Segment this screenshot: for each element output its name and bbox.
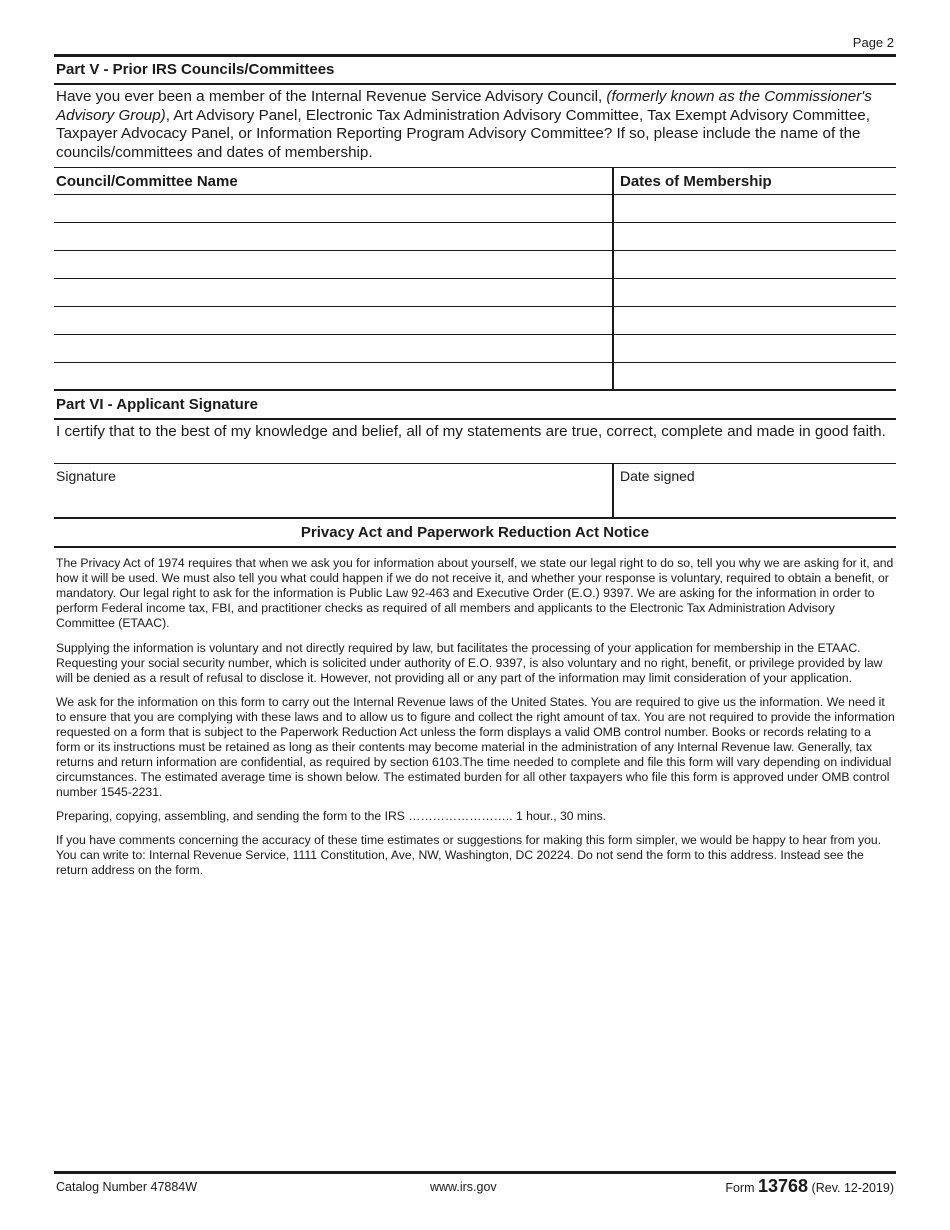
- signature-cell: [54, 464, 614, 517]
- column-header-dates: Dates of Membership: [620, 173, 772, 190]
- council-name-cell[interactable]: [54, 223, 614, 250]
- date-signed-field[interactable]: [620, 484, 896, 512]
- council-table: [54, 167, 896, 391]
- council-name-cell[interactable]: [54, 279, 614, 306]
- top-divider: [54, 54, 896, 57]
- website-link[interactable]: www.irs.gov: [430, 1180, 497, 1194]
- page-number: Page 2: [852, 35, 894, 50]
- signature-field[interactable]: [56, 484, 612, 512]
- part6-divider: [54, 418, 896, 420]
- catalog-number: Catalog Number 47884W: [56, 1180, 198, 1194]
- certification-text: I certify that to the best of my knowledge and belief, all of my statements are true, correct, complete and made in good faith.: [56, 423, 886, 440]
- privacy-paragraph-1: The Privacy Act of 1974 requires that when we ask you for information about yourself, we state our legal right to do so, tell you why we are asking for it, and how it will be used. We must also tell you what could happen if we do not receive it, and whether your response is voluntary, required to obtain a benefit, or mandatory. Our legal right to ask for the information is Public Law 92-463 and Executive Order (E.O.) 9397. We are asking for the information in order to perform Federal income tax, FBI, and practitioner checks as required of all members and applicants to the Electronic Tax Administration Advisory Committee (ETAAC).: [56, 556, 894, 630]
- form-number: 13768: [758, 1176, 809, 1196]
- part6-title: Part VI - Applicant Signature: [56, 396, 258, 413]
- privacy-notice-title: Privacy Act and Paperwork Reduction Act Notice: [300, 524, 650, 541]
- dates-cell[interactable]: [614, 307, 896, 334]
- council-name-cell[interactable]: [54, 335, 614, 362]
- table-row: [54, 335, 896, 363]
- form-identifier: Form 13768 (Rev. 12-2019): [725, 1176, 894, 1196]
- part5-title: Part V - Prior IRS Councils/Committees: [56, 61, 335, 78]
- table-row: [54, 363, 896, 391]
- date-signed-cell: [614, 464, 896, 517]
- footer-divider: [54, 1171, 896, 1174]
- table-row: [54, 223, 896, 251]
- dates-cell[interactable]: [614, 279, 896, 306]
- part5-question: Have you ever been a member of the Internal Revenue Service Advisory Council, (formerly known as the Commissioner's Advisory Group), Art Advisory Panel, Electronic Tax Administration Advisory Committee, Tax Exempt Advisory Committee, Taxpayer Advocacy Panel, or Information Reporting Program Advisory Committee? If so, please include the name of the councils/committees and dates of membership.: [56, 88, 872, 161]
- dates-cell[interactable]: [614, 251, 896, 278]
- column-header-council-name: Council/Committee Name: [56, 173, 238, 190]
- privacy-paragraph-2: Supplying the information is voluntary and not directly required by law, but facilitates the processing of your application for membership in the ETAAC. Requesting your social security number, which is solicited under authority of E.O. 9397, is also voluntary and no right, benefit, or privilege provided by law will be denied as a result of refusal to disclose it. However, not providing all or any part of the information may limit consideration of your application.: [56, 641, 883, 685]
- dates-cell[interactable]: [614, 195, 896, 222]
- privacy-paragraph-3: We ask for the information on this form to carry out the Internal Revenue laws of the United States. You are required to give us the information. We need it to ensure that you are complying with these laws and to allow us to figure and collect the right amount of tax. You are not required to provide the information requested on a form that is subject to the Paperwork Reduction Act unless the form displays a valid OMB control number. Books or records relating to a form or its instructions must be retained as long as their contents may become material in the administration of any Internal Revenue law. Generally, tax returns and return information are confidential, as required by section 6103.The time needed to complete and file this form will vary depending on individual circumstances. The estimated average time is shown below. The estimated burden for all other taxpayers who file this form is approved under OMB control number 1545-2231.: [56, 695, 895, 799]
- privacy-divider: [54, 546, 896, 548]
- council-name-cell[interactable]: [54, 307, 614, 334]
- part5-divider: [54, 83, 896, 85]
- table-row: [54, 279, 896, 307]
- dates-cell[interactable]: [614, 223, 896, 250]
- privacy-time-estimate: Preparing, copying, assembling, and sending the form to the IRS …………………….. 1 hour., 30 mins.: [56, 809, 607, 823]
- table-row: [54, 195, 896, 223]
- table-row: [54, 251, 896, 279]
- table-row: [54, 307, 896, 335]
- date-signed-label: Date signed: [620, 468, 695, 484]
- privacy-paragraph-5: If you have comments concerning the accuracy of these time estimates or suggestions for making this form simpler, we would be happy to hear from you. You can write to: Internal Revenue Service, 1111 Constitution, Ave, NW, Washington, DC 20224. Do not send the form to this address. Instead see the return address on the form.: [56, 833, 882, 877]
- council-name-cell[interactable]: [54, 251, 614, 278]
- signature-row: [54, 463, 896, 519]
- council-name-cell[interactable]: [54, 195, 614, 222]
- council-name-cell[interactable]: [54, 363, 614, 389]
- dates-cell[interactable]: [614, 363, 896, 389]
- dates-cell[interactable]: [614, 335, 896, 362]
- signature-label: Signature: [56, 468, 116, 484]
- council-table-header: [54, 167, 896, 195]
